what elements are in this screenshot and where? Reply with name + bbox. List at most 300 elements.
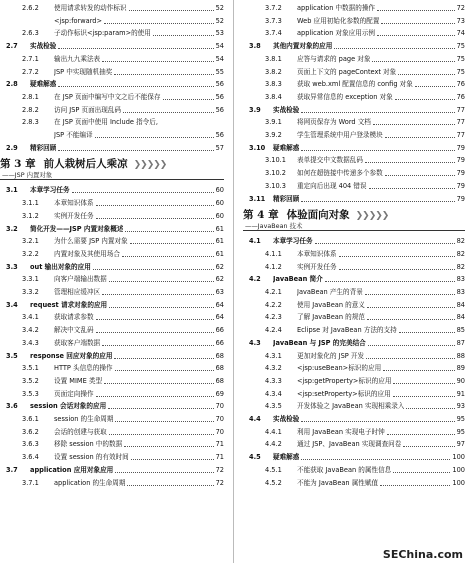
entry-title: 获取 web.xml 配置信息的 config 对象 [297, 80, 413, 89]
entry-title: 了解 JavaBean 的规范 [297, 313, 365, 322]
entry-page-number: 100 [452, 453, 465, 462]
dot-leader [163, 99, 214, 100]
entry-title: 本章知识体系 [297, 249, 337, 258]
entry-number: 3.3.1 [22, 275, 39, 284]
toc-section-entry[interactable] [243, 337, 465, 349]
entry-number: 4.5.2 [265, 478, 282, 487]
entry-page-number: 79 [456, 156, 465, 165]
dot-leader [104, 383, 214, 384]
entry-page-number: 61 [215, 224, 224, 233]
toc-section-entry[interactable] [243, 235, 465, 247]
entry-title: 本章学习任务 [30, 186, 70, 195]
entry-title: 获取请求参数 [54, 313, 94, 322]
entry-page-number: 77 [456, 105, 465, 114]
dot-leader [96, 396, 214, 397]
entry-number: 3.8.1 [265, 54, 282, 63]
toc-section-entry[interactable] [0, 299, 224, 311]
entry-number: 3.7.4 [265, 29, 282, 38]
dot-leader [380, 485, 450, 486]
toc-subsection-entry[interactable] [0, 27, 224, 39]
dot-leader [365, 294, 455, 295]
dot-leader [383, 370, 454, 371]
entry-number: 3.9.2 [265, 131, 282, 139]
entry-title: 实例开发任务 [297, 262, 337, 271]
toc-subsection-entry[interactable] [243, 464, 465, 476]
entry-number: 3.7.2 [265, 4, 282, 12]
toc-subsection-entry[interactable] [0, 273, 224, 285]
entry-title: 简化开发——JSP 内置对象概述 [30, 224, 124, 233]
toc-subsection-entry[interactable] [0, 116, 224, 128]
entry-number: 4.2.2 [265, 300, 282, 309]
entry-title: 不能为 JavaBean 属性赋值 [297, 478, 379, 487]
entry-page-number: 69 [215, 389, 224, 398]
dot-leader [58, 86, 213, 87]
entry-title: 疑难解惑 [273, 453, 300, 462]
entry-number: 3.6.4 [22, 453, 39, 462]
entry-title: response 回应对象的应用 [30, 351, 113, 360]
entry-title: 在 JSP 页面中编写中文之后不能保存 [54, 92, 161, 101]
entry-title: 利用 JavaBean 实现电子时钟 [297, 427, 385, 436]
toc-subsection-entry[interactable] [0, 104, 224, 116]
entry-page-number: 70 [215, 402, 224, 411]
entry-page-number: 66 [215, 338, 224, 347]
toc-subsection-entry[interactable] [243, 78, 465, 90]
entry-title: 会话的创建与获取 [54, 427, 107, 436]
entry-title: 实例开发任务 [54, 211, 94, 220]
entry-title: <jsp:getProperty>标识的应用 [297, 376, 392, 385]
dot-leader [365, 162, 455, 163]
dot-leader [406, 408, 454, 409]
entry-title: 表单提交中文数据乱码 [297, 156, 363, 165]
entry-number: 4.3.1 [265, 351, 282, 360]
entry-number: 4.5.1 [265, 465, 282, 474]
dot-leader [122, 256, 214, 257]
dot-leader [130, 243, 214, 244]
watermark: SEChina.com [382, 548, 463, 561]
entry-title: 使用请求转发的动作标识 [54, 4, 127, 12]
entry-title: 管理相应缓冲区 [54, 288, 101, 296]
chapter-title: 前人栽树后人乘凉 [43, 158, 128, 171]
entry-page-number: 84 [456, 300, 465, 309]
entry-title: 向客户端输出数据 [54, 275, 107, 284]
entry-page-number: 62 [215, 262, 224, 271]
dot-leader [123, 112, 214, 113]
entry-number: 2.8 [6, 80, 18, 89]
toc-subsection-entry[interactable] [243, 129, 465, 141]
entry-page-number: 60 [215, 186, 224, 195]
toc-subsection-entry[interactable] [0, 91, 224, 103]
dot-leader [96, 319, 214, 320]
entry-page-number: 52 [215, 4, 224, 12]
chapter-rule [243, 230, 465, 231]
dot-leader [398, 74, 454, 75]
entry-page-number: 85 [456, 326, 465, 335]
chapter-rule [0, 179, 224, 180]
entry-number: 3.4 [6, 300, 18, 309]
toc-section-entry[interactable] [0, 261, 224, 273]
entry-title: 将网页保存为 Word 文档 [297, 118, 371, 127]
dot-leader [114, 358, 213, 359]
entry-number: 3.5.1 [22, 364, 39, 373]
toc-section-entry[interactable] [0, 223, 224, 235]
entry-number: 4.2.4 [265, 326, 282, 335]
toc-subsection-entry[interactable] [0, 66, 224, 78]
entry-number: 4.4.1 [265, 427, 282, 436]
entry-page-number: 70 [215, 415, 224, 423]
entry-number: 3.6.3 [22, 440, 39, 449]
entry-title: 如何在超链接中传递多个参数 [297, 169, 383, 178]
entry-page-number: 87 [456, 338, 465, 347]
toc-subsection-entry[interactable] [243, 299, 465, 311]
toc-subsection-entry[interactable] [0, 477, 224, 489]
toc-section-entry[interactable] [243, 193, 465, 205]
dot-leader [393, 472, 450, 473]
entry-title: 疑难解惑 [273, 143, 300, 152]
entry-number: 3.2.2 [22, 249, 39, 258]
entry-title: Eclipse 对 JavaBean 方法的支持 [297, 326, 397, 335]
entry-number: 4.3 [249, 338, 261, 347]
toc-subsection-entry[interactable] [0, 235, 224, 247]
toc-subsection-entry[interactable] [0, 248, 224, 260]
entry-number: 4.3.4 [265, 389, 282, 398]
entry-title: 精彩回顾 [30, 143, 57, 152]
toc-section-entry[interactable] [243, 104, 465, 116]
entry-title: Web 应用初始化参数的配置 [297, 16, 380, 25]
chapter-heading [0, 156, 224, 180]
entry-title: JSP 中实现随机抽奖 [54, 67, 113, 76]
toc-subsection-entry[interactable] [243, 426, 465, 438]
toc-section-entry[interactable] [0, 350, 224, 362]
entry-number: 3.10 [249, 143, 266, 152]
entry-title: application 的生命周期 [54, 478, 126, 487]
toc-section-entry[interactable] [243, 40, 465, 52]
entry-number: 3.3 [6, 262, 18, 271]
entry-title: application 中数据的操作 [297, 4, 376, 12]
entry-page-number: 72 [456, 4, 465, 12]
dot-leader [102, 61, 213, 62]
dot-leader [387, 434, 455, 435]
entry-number: 3.5.3 [22, 389, 39, 398]
entry-number: 2.8.1 [22, 92, 39, 101]
entry-number: 2.6.2 [22, 4, 39, 12]
entry-number: 4.1.2 [265, 262, 282, 271]
toc-subsection-entry[interactable] [0, 311, 224, 323]
entry-number: 3.6.1 [22, 415, 39, 423]
entry-number: 2.8.2 [22, 105, 39, 114]
entry-page-number: 64 [215, 300, 224, 309]
entry-title: 输出九九乘法表 [54, 54, 101, 63]
toc-subsection-entry[interactable] [0, 324, 224, 336]
entry-title: 在 JSP 页面中使用 Include 指令后, [54, 118, 158, 127]
toc-subsection-entry[interactable] [243, 400, 465, 412]
dot-leader [393, 396, 455, 397]
entry-number: 3.4.2 [22, 326, 39, 335]
entry-page-number: 64 [215, 313, 224, 322]
entry-page-number: 72 [215, 465, 224, 474]
toc-subsection-entry[interactable] [0, 210, 224, 222]
entry-page-number: 93 [456, 402, 465, 411]
chevron-arrows-icon: ❯❯❯❯❯ [133, 160, 167, 171]
entry-title: 实战检验 [30, 42, 57, 51]
chapter-heading [243, 207, 465, 231]
entry-number: 2.8.3 [22, 118, 39, 127]
toc-subsection-entry[interactable] [243, 154, 465, 166]
toc-subsection-entry[interactable] [243, 438, 465, 450]
entry-page-number: 71 [215, 453, 224, 462]
dot-leader [301, 459, 450, 460]
entry-title: 实战检验 [273, 415, 300, 423]
entry-title: 获取客户端数据 [54, 338, 101, 347]
entry-page-number: 62 [215, 275, 224, 284]
dot-leader [115, 370, 214, 371]
toc-section-entry[interactable] [243, 142, 465, 154]
toc-section-entry[interactable] [0, 78, 224, 90]
toc-subsection-entry[interactable] [0, 337, 224, 349]
toc-subsection-entry[interactable] [243, 27, 465, 39]
toc-section-entry[interactable] [0, 464, 224, 476]
entry-number: 3.3.2 [22, 288, 39, 296]
dot-leader [95, 137, 214, 138]
dot-leader [115, 421, 213, 422]
entry-number: 3.10.3 [265, 181, 286, 190]
dot-leader [385, 175, 455, 176]
toc-subsection-entry[interactable] [0, 426, 224, 438]
toc-section-entry[interactable] [243, 413, 465, 425]
entry-number: 2.7.1 [22, 54, 39, 63]
dot-leader [131, 459, 214, 460]
toc-subsection-entry[interactable] [243, 15, 465, 27]
dot-leader [127, 485, 213, 486]
entry-number: 3.7 [6, 465, 18, 474]
toc-subsection-entry[interactable] [0, 388, 224, 400]
entry-page-number: 100 [452, 478, 465, 487]
toc-section-entry[interactable] [243, 451, 465, 463]
entry-number: 3.5 [6, 351, 18, 360]
toc-section-entry[interactable] [0, 184, 224, 196]
entry-number: 3.5.2 [22, 376, 39, 385]
toc-subsection-entry[interactable] [243, 388, 465, 400]
toc-subsection-entry[interactable] [0, 129, 224, 141]
dot-leader [109, 281, 214, 282]
entry-page-number: 71 [215, 440, 224, 449]
dot-leader [153, 35, 214, 36]
entry-title: application 应用对象应用 [30, 465, 114, 474]
entry-title: 获取异常信息的 exception 对象 [297, 92, 393, 101]
toc-subsection-entry[interactable] [0, 375, 224, 387]
toc-subsection-entry[interactable] [243, 91, 465, 103]
entry-page-number: 90 [456, 376, 465, 385]
entry-title: 子动作标识<jsp:param>的使用 [54, 29, 151, 38]
toc-subsection-entry[interactable] [243, 53, 465, 65]
dot-leader [301, 150, 454, 151]
entry-page-number: 95 [456, 427, 465, 436]
entry-title: 通过 JSP、JavaBean 实现调查问卷 [297, 440, 402, 449]
toc-subsection-entry[interactable] [243, 248, 465, 260]
dot-leader [125, 231, 213, 232]
entry-page-number: 79 [456, 181, 465, 190]
toc-subsection-entry[interactable] [243, 66, 465, 78]
dot-leader [334, 48, 454, 49]
entry-page-number: 61 [215, 237, 224, 246]
dot-leader [325, 281, 455, 282]
entry-number: 3.8 [249, 42, 261, 51]
entry-title: 页面定向操作 [54, 389, 94, 398]
toc-subsection-entry[interactable] [0, 413, 224, 425]
entry-title: 为什么需要 JSP 内置对象 [54, 237, 128, 246]
entry-title: JSP 不能编译 [54, 131, 93, 139]
entry-page-number: 76 [456, 92, 465, 101]
toc-subsection-entry[interactable] [0, 15, 224, 27]
entry-title: <jsp:forward> [54, 16, 103, 25]
entry-title: 使用 JavaBean 的意义 [297, 300, 365, 309]
toc-section-entry[interactable] [0, 40, 224, 52]
dot-leader [124, 446, 213, 447]
entry-number: 3.9 [249, 105, 261, 114]
entry-number: 4.1.1 [265, 249, 282, 258]
entry-page-number: 57 [215, 143, 224, 152]
dot-leader [373, 124, 455, 125]
dot-leader [114, 74, 213, 75]
dot-leader [385, 137, 455, 138]
entry-number: 4.5 [249, 453, 261, 462]
entry-number: 3.1.2 [22, 211, 39, 220]
entry-page-number: 75 [456, 67, 465, 76]
column-divider [233, 0, 234, 563]
entry-number: 3.8.3 [265, 80, 282, 89]
entry-page-number: 56 [215, 80, 224, 89]
entry-page-number: 100 [452, 465, 465, 474]
entry-title: session 的生命周期 [54, 415, 114, 423]
entry-page-number: 83 [456, 275, 465, 284]
entry-title: <jsp:useBean>标识的应用 [297, 364, 382, 373]
entry-page-number: 68 [215, 376, 224, 385]
toc-subsection-entry[interactable] [0, 451, 224, 463]
entry-page-number: 54 [215, 42, 224, 51]
toc-subsection-entry[interactable] [0, 286, 224, 298]
toc-section-entry[interactable] [0, 400, 224, 412]
entry-number: 4.2 [249, 275, 261, 284]
toc-subsection-entry[interactable] [0, 2, 224, 14]
toc-subsection-entry[interactable] [243, 180, 465, 192]
toc-subsection-entry[interactable] [243, 324, 465, 336]
dot-leader [367, 307, 455, 308]
entry-title: application 对象应用示例 [297, 29, 376, 38]
dot-leader [301, 201, 454, 202]
toc-subsection-entry[interactable] [243, 362, 465, 374]
toc-subsection-entry[interactable] [243, 2, 465, 14]
toc-subsection-entry[interactable] [243, 167, 465, 179]
entry-number: 4.4 [249, 415, 261, 423]
entry-page-number: 75 [456, 54, 465, 63]
entry-number: 3.11 [249, 194, 266, 203]
dot-leader [339, 269, 455, 270]
entry-page-number: 84 [456, 313, 465, 322]
dot-leader [104, 23, 214, 24]
entry-page-number: 56 [215, 105, 224, 114]
entry-title: JavaBean 简介 [273, 275, 323, 284]
entry-number: 3.8.4 [265, 92, 282, 101]
dot-leader [399, 332, 455, 333]
entry-number: 3.7.1 [22, 478, 39, 487]
dot-leader [339, 256, 455, 257]
toc-subsection-entry[interactable] [243, 477, 465, 489]
dot-leader [102, 345, 213, 346]
entry-page-number: 53 [215, 29, 224, 38]
toc-subsection-entry[interactable] [243, 350, 465, 362]
dot-leader [96, 205, 214, 206]
entry-page-number: 72 [215, 478, 224, 487]
entry-number: 2.7.2 [22, 67, 39, 76]
entry-page-number: 82 [456, 237, 465, 246]
dot-leader [415, 86, 455, 87]
dot-leader [377, 10, 455, 11]
entry-number: 3.4.1 [22, 313, 39, 322]
dot-leader [368, 345, 455, 346]
dot-leader [102, 294, 213, 295]
dot-leader [109, 307, 213, 308]
dot-leader [403, 446, 454, 447]
dot-leader [366, 358, 455, 359]
entry-page-number: 79 [456, 143, 465, 152]
entry-title: 解决中文乱码 [54, 326, 94, 335]
toc-section-entry[interactable] [0, 142, 224, 154]
entry-title: HTTP 头信息的操作 [54, 364, 113, 373]
toc-subsection-entry[interactable] [0, 438, 224, 450]
entry-number: 3.1.1 [22, 199, 39, 208]
entry-title: 更加对象化的 JSP 开发 [297, 351, 365, 360]
entry-title: 应答与请求的 page 对象 [297, 54, 371, 63]
toc-subsection-entry[interactable] [243, 116, 465, 128]
entry-number: 3.10.1 [265, 156, 286, 165]
entry-number: 4.2.3 [265, 313, 282, 322]
dot-leader [301, 421, 454, 422]
entry-page-number: 95 [456, 415, 465, 423]
entry-title: 内置对象及其使用场合 [54, 249, 120, 258]
entry-page-number: 56 [215, 131, 224, 139]
entry-number: 3.2.1 [22, 237, 39, 246]
entry-page-number: 54 [215, 54, 224, 63]
toc-subsection-entry[interactable] [243, 286, 465, 298]
entry-title: JavaBean 与 JSP 的完美结合 [273, 338, 366, 347]
entry-page-number: 66 [215, 326, 224, 335]
entry-page-number: 63 [215, 288, 224, 296]
dot-leader [109, 434, 214, 435]
entry-title: 本章知识体系 [54, 199, 94, 208]
dot-leader [58, 150, 213, 151]
dot-leader [129, 10, 214, 11]
entry-number: 3.9.1 [265, 118, 282, 127]
toc-subsection-entry[interactable] [0, 197, 224, 209]
entry-page-number: 82 [456, 249, 465, 258]
entry-number: 2.6.3 [22, 29, 39, 38]
toc-subsection-entry[interactable] [243, 261, 465, 273]
entry-title: 实战检验 [273, 105, 300, 114]
entry-title: 页面上下文的 pageContext 对象 [297, 67, 397, 76]
toc-subsection-entry[interactable] [0, 53, 224, 65]
toc-section-entry[interactable] [243, 273, 465, 285]
toc-subsection-entry[interactable] [243, 375, 465, 387]
dot-leader [372, 61, 454, 62]
entry-page-number: 52 [215, 16, 224, 25]
toc-subsection-entry[interactable] [0, 362, 224, 374]
entry-title: 精彩回顾 [273, 194, 300, 203]
entry-number: 3.6 [6, 402, 18, 411]
entry-title: 重定向后出现 404 错误 [297, 181, 367, 190]
dot-leader [393, 383, 454, 384]
entry-title: 疑难解惑 [30, 80, 57, 89]
entry-number: 4.3.2 [265, 364, 282, 373]
toc-subsection-entry[interactable] [243, 311, 465, 323]
